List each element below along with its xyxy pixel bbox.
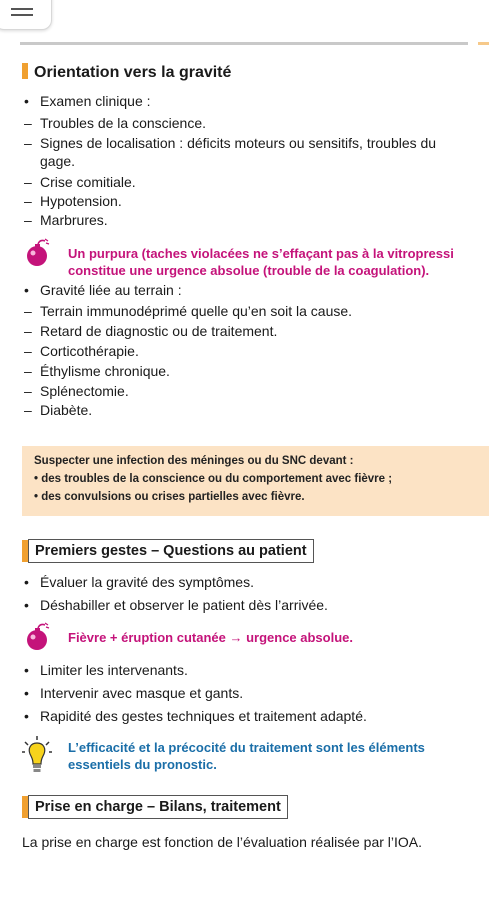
- item-text: Troubles de la conscience.: [40, 115, 207, 131]
- list-item: [24, 281, 182, 299]
- item-text: Splénectomie.: [40, 383, 129, 399]
- bullet: •: [24, 93, 29, 109]
- heading-marker: [22, 63, 28, 79]
- dash: –: [24, 135, 32, 151]
- item-text: Terrain immunodéprimé quelle qu’en soit la cause.: [40, 303, 353, 319]
- dash: –: [24, 363, 32, 379]
- dash: –: [24, 212, 32, 228]
- dash: –: [24, 193, 32, 209]
- list-item: [24, 707, 367, 725]
- item-text: Examen clinique :: [40, 93, 151, 109]
- list-item: [24, 573, 254, 591]
- item-text: Éthylisme chronique.: [40, 363, 170, 379]
- section-prise-en-charge-heading: [22, 795, 288, 819]
- dash: –: [24, 174, 32, 190]
- list-item: [24, 596, 328, 614]
- item-text: Limiter les intervenants.: [40, 662, 188, 678]
- list-item: [24, 302, 352, 320]
- heading-text: Prise en charge – Bilans, traitement: [28, 795, 288, 819]
- list-item: [24, 211, 108, 229]
- bullet: •: [24, 282, 29, 298]
- item-text: Marbrures.: [40, 212, 108, 228]
- menu-button[interactable]: [0, 0, 52, 30]
- list-item: [24, 173, 136, 191]
- section-premiers-gestes-heading: [22, 539, 314, 563]
- list-item: [24, 684, 243, 702]
- item-text: Rapidité des gestes techniques et traitement adapté.: [40, 708, 367, 724]
- hamburger-menu-icon: [11, 8, 33, 10]
- list-item-continuation: [24, 152, 75, 170]
- fever-alert: Fièvre + éruption cutanée → urgence absolue.: [68, 630, 353, 645]
- item-text: Signes de localisation : déficits moteurs ou sensitifs, troubles du: [40, 135, 437, 151]
- lightbulb-tip-icon: [22, 736, 52, 776]
- dash: –: [24, 303, 32, 319]
- bomb-warning-icon: [24, 622, 52, 652]
- list-item: [24, 661, 188, 679]
- list-item: [24, 192, 122, 210]
- box-line: • des convulsions ou crises partielles avec fièvre.: [34, 491, 305, 503]
- box-line: Suspecter une infection des méninges ou du SNC devant :: [34, 455, 354, 467]
- purpura-alert-line2: constitue une urgence absolue (trouble de la coagulation).: [68, 263, 430, 278]
- dash: –: [24, 402, 32, 418]
- item-text: Déshabiller et observer le patient dès l’arrivée.: [40, 597, 328, 613]
- bullet: •: [24, 597, 29, 613]
- list-item: [24, 382, 129, 400]
- tip-line1: L’efficacité et la précocité du traitement sont les éléments: [68, 740, 425, 755]
- list-item: [24, 342, 139, 360]
- item-text: Diabète.: [40, 402, 93, 418]
- infection-warning-box: [22, 446, 489, 516]
- item-text: Intervenir avec masque et gants.: [40, 685, 244, 701]
- dash: –: [24, 323, 32, 339]
- prise-en-charge-paragraph: La prise en charge est fonction de l’évaluation réalisée par l’IOA.: [22, 834, 423, 850]
- list-item: [24, 134, 436, 152]
- purpura-alert-line1: Un purpura (taches violacées ne s’effaçant pas à la vitropressi: [68, 246, 454, 261]
- item-text: Retard de diagnostic ou de traitement.: [40, 323, 278, 339]
- item-text: gage.: [40, 153, 76, 169]
- list-item: [24, 401, 92, 419]
- list-item: [24, 114, 206, 132]
- bullet: •: [24, 685, 29, 701]
- bullet: •: [24, 708, 29, 724]
- box-line: • des troubles de la conscience ou du comportement avec fièvre ;: [34, 473, 393, 485]
- top-divider: [20, 42, 468, 45]
- bullet: •: [24, 574, 29, 590]
- bomb-warning-icon: [24, 238, 52, 268]
- dash: –: [24, 383, 32, 399]
- heading-text: Orientation vers la gravité: [34, 64, 232, 81]
- dash: –: [24, 343, 32, 359]
- item-text: Crise comitiale.: [40, 174, 136, 190]
- item-text: Corticothérapie.: [40, 343, 139, 359]
- list-item: [24, 322, 277, 340]
- item-text: Évaluer la gravité des symptômes.: [40, 574, 254, 590]
- dash: –: [24, 115, 32, 131]
- heading-text: Premiers gestes – Questions au patient: [28, 539, 314, 563]
- tip-line2: essentiels du pronostic.: [68, 757, 217, 772]
- item-text: Gravité liée au terrain :: [40, 282, 182, 298]
- list-item: [24, 92, 151, 110]
- hamburger-line: [11, 14, 33, 16]
- bullet: •: [24, 662, 29, 678]
- item-text: Hypotension.: [40, 193, 122, 209]
- top-divider-accent: [478, 42, 489, 45]
- list-item: [24, 362, 170, 380]
- section-orientation-title: [22, 63, 231, 82]
